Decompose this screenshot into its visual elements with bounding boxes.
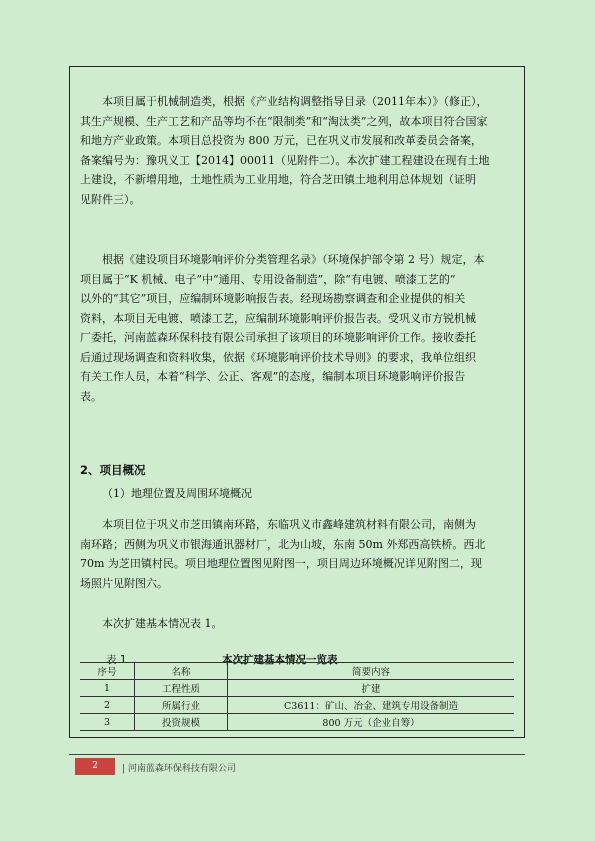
cell-index: 1: [80, 680, 135, 697]
cell-name: 工程性质: [135, 680, 228, 697]
text-line: 根据《建设项目环境影响评价分类管理名录》（环境保护部令第 2 号）规定，本: [102, 253, 485, 266]
subheading-text: （1）地理位置及周围环境概况: [102, 487, 252, 500]
table-header-row: [80, 663, 514, 680]
header-content: 简要内容: [228, 663, 515, 680]
table-title: 本次扩建基本情况一览表: [222, 654, 338, 666]
text-line: 见附件三）。: [80, 192, 141, 206]
text-line: 厂委托，河南蓝森环保科技有限公司承担了该项目的环境影响评价工作。接收委托: [80, 331, 476, 344]
text-line: 本次扩建基本情况表 1。: [102, 617, 223, 630]
text-line: 70m 为芝田镇村民。项目地理位置图见附图一，项目周边环境概况详见附图二，现: [80, 557, 482, 570]
paragraph-industry-policy: [80, 92, 514, 209]
table-row: [80, 714, 514, 731]
paragraph-eia-classification: [80, 250, 514, 406]
table-label: 表 1: [106, 654, 127, 666]
text-line: 以外的“其它”项目，应编制环境影响报告表。经现场勘察调查和企业提供的相关: [80, 292, 466, 305]
text-line: 和地方产业政策。本项目总投资为 800 万元，已在巩义市发展和改革委员会备案，: [80, 134, 482, 147]
page-number: 2: [75, 758, 115, 775]
paragraph-table-intro: [80, 614, 514, 634]
text-line: 南环路；西侧为巩义市银海通讯器材厂，北为山坡，东南 50m 外郑西高铁桥。西北: [80, 537, 486, 551]
section-heading: 2、项目概况: [80, 463, 146, 477]
header-index: 序号: [80, 663, 135, 680]
footer-divider: [69, 754, 525, 755]
text-line: 上建设，不新增用地，土地性质为工业用地，符合芝田镇土地利用总体规划（证明: [80, 173, 476, 186]
text-line: 有关工作人员，本着“科学、公正、客观”的态度，编制本项目环境影响评价报告: [80, 370, 466, 383]
table-row: [80, 680, 514, 697]
text-line: 资料，本项目无电镀、喷漆工艺，应编制环境影响评价报告表。受巩义市方锐机械: [80, 311, 476, 325]
header-name: 名称: [135, 663, 228, 680]
paragraph-location: [80, 515, 514, 593]
cell-index: 2: [80, 697, 135, 714]
text-line: 项目属于“K 机械、电子”中“通用、专用设备制造”，除“有电镀、喷漆工艺的”: [80, 272, 456, 286]
text-line: 场照片见附图六。: [80, 576, 168, 590]
cell-content: 800 万元（企业自筹）: [228, 714, 515, 731]
cell-content: 扩建: [228, 680, 515, 697]
table-row: [80, 697, 514, 714]
cell-name: 所属行业: [135, 697, 228, 714]
text-line: 表。: [80, 389, 102, 403]
expansion-info-table: [80, 662, 514, 731]
subheading: [80, 484, 514, 504]
text-line: 本项目位于巩义市芝田镇南环路，东临巩义市鑫峰建筑材料有限公司，南侧为: [102, 518, 476, 531]
cell-name: 投资规模: [135, 714, 228, 731]
footer-company: | 河南蓝森环保科技有限公司: [122, 764, 236, 774]
cell-content: C3611：矿山、冶金、建筑专用设备制造: [228, 697, 515, 714]
text-line: 备案编号为：豫巩义工【2014】00011（见附件二）。本次扩建工程建设在现有土地: [80, 153, 490, 167]
text-line: 本项目属于机械制造类，根据《产业结构调整指导目录（2011年本）》（修正），: [102, 95, 488, 108]
text-line: 其生产规模、生产工艺和产品等均不在“限制类”和“淘汰类”之列，故本项目符合国家: [80, 114, 488, 128]
text-line: 后通过现场调查和资料收集，依据《环境影响评价技术导则》的要求，我单位组织: [80, 350, 476, 364]
cell-index: 3: [80, 714, 135, 731]
